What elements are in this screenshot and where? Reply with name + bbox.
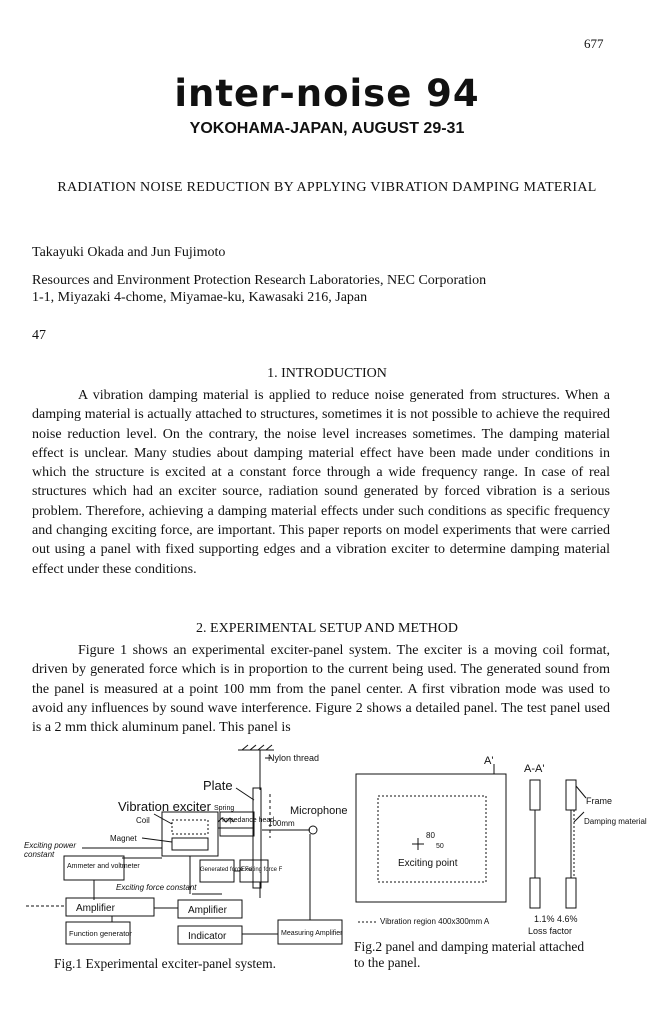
figure-1-diagram <box>22 744 352 950</box>
label-microphone: Microphone <box>290 805 348 817</box>
label-frame: Frame <box>586 796 613 806</box>
exciter-coil <box>172 820 208 834</box>
paper-authors: Takayuki Okada and Jun Fujimoto <box>32 245 226 260</box>
plate-rect <box>253 788 261 888</box>
label-ammeter: Ammeter and voltmeter <box>67 863 140 870</box>
label-impedance-head: Impedance head <box>222 817 275 824</box>
paper-affiliation <box>32 272 486 306</box>
figure-2-caption-line-2: to the panel. <box>354 955 421 970</box>
section-text-setup: Figure 1 shows an experimental exciter-panel system. The exciter is a moving coil format, driven by generated force which is in proportion to the current being used. The generated sound from the panel is measured at a point 100 mm from the panel center. A first vibration mode was used to avoid any influences by sound wave interference. Figure 2 shows a detailed panel. The test panel used is a 2 mm thick aluminum panel. This panel is <box>32 643 610 736</box>
label-dim-50: 50 <box>436 843 444 850</box>
section-frame-left-top <box>530 780 540 810</box>
section-text-introduction: A vibration damping material is applied to reduce noise generated from structures. When a damping material is actually attached to structures, sometimes it is not possible to achieve the required noise reduction level. On the contrary, the noise level increases sometimes. The damping material effect is unclear. Many studies about damping material effect have been made under conditions in which the structure is excited at a constant force through a wide frequency range. In case of real structures which had an exciter source, radiation sound generated by forced vibration is a serious problem. Therefore, achieving a damping material effects under such conditions as specific frequency and changing exciting force, are important. This paper reports on model experiments that were carried out using a panel with fixed supporting edges and a vibration exciter to determine damping material effect under these conditions. <box>32 388 610 577</box>
label-damping-material: Damping material <box>584 817 647 826</box>
impedance-head-rect <box>220 812 254 836</box>
figure-2-caption-line-1: Fig.2 panel and damping material attached <box>354 939 585 954</box>
label-plate: Plate <box>203 778 233 793</box>
label-dim-80: 80 <box>426 831 435 840</box>
label-indicator: Indicator <box>188 931 227 942</box>
paper-number: 47 <box>32 328 46 343</box>
label-magnet: Magnet <box>110 834 137 843</box>
plate-leader <box>236 788 254 800</box>
label-vibration-region: Vibration region 400x300mm A <box>380 917 490 926</box>
label-loss-values: 1.1% 4.6% <box>534 914 578 924</box>
ceiling-hatch <box>242 745 272 750</box>
paper-title: RADIATION NOISE REDUCTION BY APPLYING VIBRATION DAMPING MATERIAL <box>57 180 597 195</box>
label-loss-factor: Loss factor <box>528 926 573 936</box>
label-section: A-A' <box>524 763 545 775</box>
figure-2-diagram <box>352 752 647 942</box>
label-amplifier-left: Amplifier <box>76 903 115 914</box>
label-measuring-amplifier: Measuring Amplifier <box>281 930 343 937</box>
label-exciting-power: Exciting power <box>24 841 77 850</box>
figure-2-caption <box>354 939 584 971</box>
label-exciting-point: Exciting point <box>398 858 458 869</box>
section-heading-introduction: 1. INTRODUCTION <box>267 366 387 381</box>
label-a-prime: A' <box>484 755 494 767</box>
section-heading-setup: 2. EXPERIMENTAL SETUP AND METHOD <box>196 621 458 636</box>
conference-location: YOKOHAMA-JAPAN, AUGUST 29-31 <box>189 120 465 137</box>
exciter-magnet <box>172 838 208 850</box>
affiliation-line-2: 1-1, Miyazaki 4-chome, Miyamae-ku, Kawasaki 216, Japan <box>32 290 368 305</box>
label-vibration-exciter: Vibration exciter <box>118 799 211 814</box>
label-exciting-force: Exciting force F <box>241 867 283 873</box>
label-distance: 100mm <box>268 819 295 828</box>
figure-1-caption: Fig.1 Experimental exciter-panel system. <box>54 956 277 971</box>
microphone-circle <box>309 826 317 834</box>
label-exciting-force-constant: Exciting force constant <box>116 883 197 892</box>
label-coil: Coil <box>136 816 150 825</box>
label-function-generator: Function generator <box>69 929 132 938</box>
section-frame-left-bottom <box>530 878 540 908</box>
label-generated-force: Generated force Fe <box>200 867 253 873</box>
page-number: 677 <box>584 36 604 51</box>
label-spring: Spring <box>214 805 235 812</box>
affiliation-line-1: Resources and Environment Protection Research Laboratories, NEC Corporation <box>32 273 487 288</box>
label-constant: constant <box>24 850 55 859</box>
conference-logo: inter-noise 94 <box>174 72 480 115</box>
section-frame-right-top <box>566 780 576 810</box>
label-amplifier-right: Amplifier <box>188 905 227 916</box>
label-nylon-thread: Nylon thread <box>268 753 320 763</box>
section-frame-right-bottom <box>566 878 576 908</box>
